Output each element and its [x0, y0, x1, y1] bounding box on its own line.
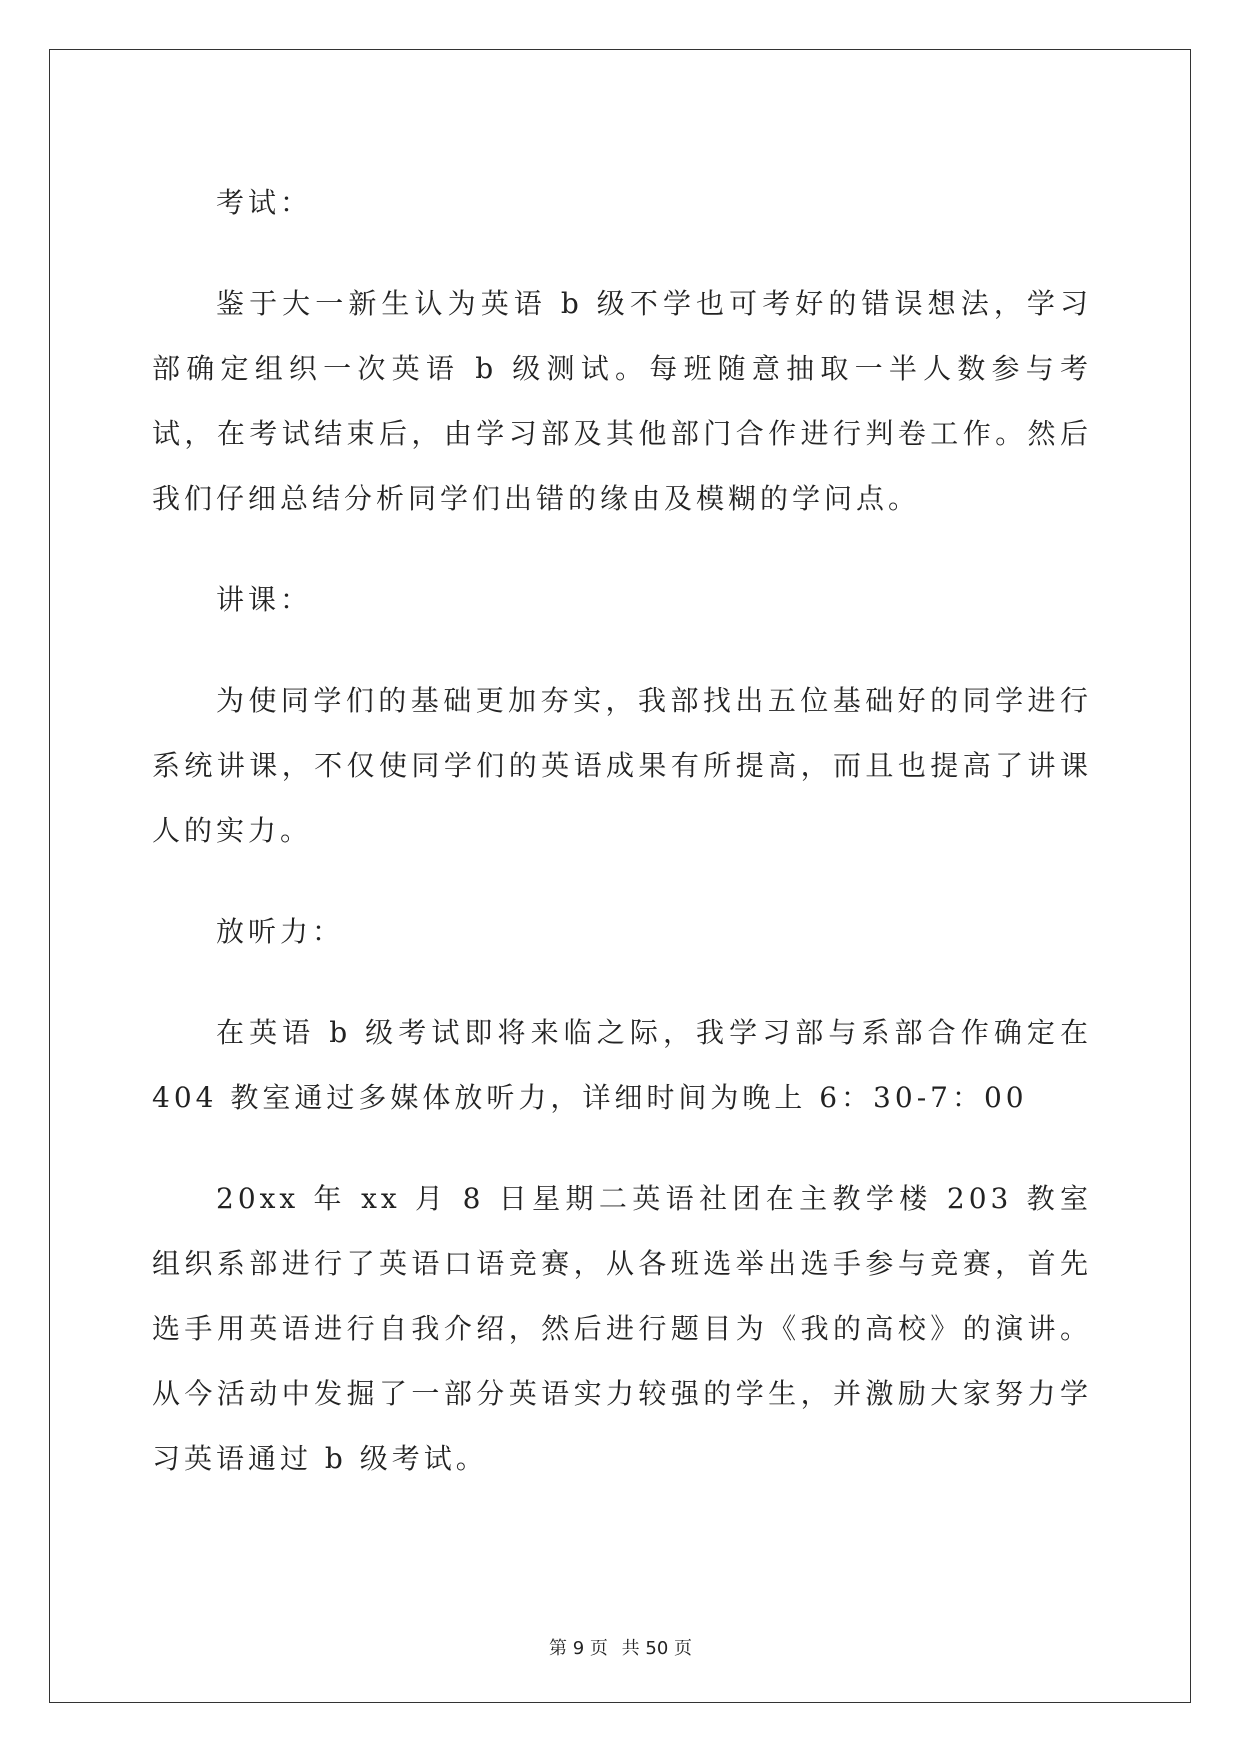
section-heading-lecture: 讲课：: [216, 583, 313, 616]
document-body: [152, 170, 1092, 1527]
paragraph-exam: 鉴于大一新生认为英语 b 级不学也可考好的错误想法，学习部确定组织一次英语 b 级测试。每班随意抽取一半人数参与考试，在考试结束后，由学习部及其他部门合作进行判卷工作。然后我们仔细总结分析同学们出错的缘由及模糊的学问点。: [152, 287, 1092, 515]
page-total: 共 50 页: [621, 1638, 692, 1659]
section-heading-exam: 考试：: [216, 186, 313, 219]
page-number: 第 9 页: [549, 1638, 608, 1659]
paragraph-english-club: 20xx 年 xx 月 8 日星期二英语社团在主教学楼 203 教室组织系部进行了英语口语竞赛，从各班选举出选手参与竞赛，首先选手用英语进行自我介绍，然后进行题目为《我的高校》的演讲。从今活动中发掘了一部分英语实力较强的学生，并激励大家努力学习英语通过 b 级考试。: [152, 1182, 1092, 1475]
paragraph-listening: 在英语 b 级考试即将来临之际，我学习部与系部合作确定在 404 教室通过多媒体放听力，详细时间为晚上 6：30-7：00: [152, 1016, 1092, 1114]
page-footer: [0, 1634, 1241, 1660]
section-heading-listening: 放听力：: [216, 915, 345, 948]
paragraph-lecture: 为使同学们的基础更加夯实，我部找出五位基础好的同学进行系统讲课，不仅使同学们的英语成果有所提高，而且也提高了讲课人的实力。: [152, 684, 1092, 847]
